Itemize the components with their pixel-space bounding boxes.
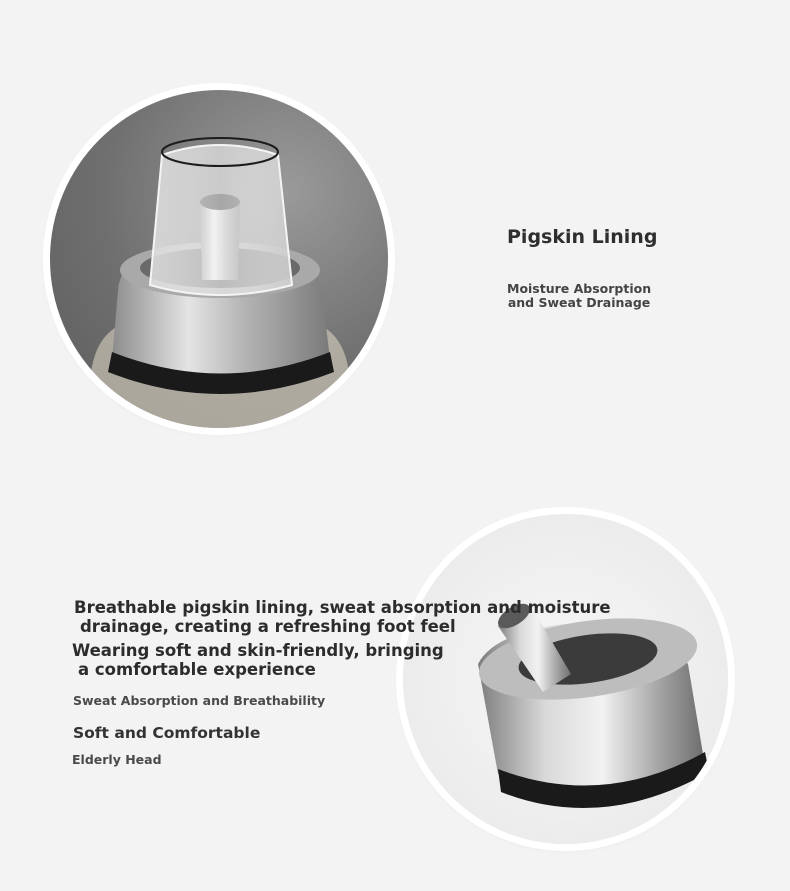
tag-soft-comfortable: Soft and Comfortable xyxy=(73,724,261,742)
feature-title: Pigskin Lining xyxy=(507,226,658,248)
bottle-spout-illustration xyxy=(403,514,728,844)
description-line1: Breathable pigskin lining, sweat absorption and moisture xyxy=(74,598,611,617)
tag-elderly-head: Elderly Head xyxy=(72,752,162,767)
feature-subtitle xyxy=(507,282,651,310)
feature-subtitle-line1: Moisture Absorption xyxy=(507,281,652,296)
description-line4: a comfortable experience xyxy=(78,660,316,679)
description-line3: Wearing soft and skin-friendly, bringing xyxy=(72,641,444,660)
product-image-spout-open xyxy=(403,514,728,844)
tag-sweat-absorption: Sweat Absorption and Breathability xyxy=(73,693,326,708)
product-image-spout-capped xyxy=(50,90,388,428)
bottle-cap-illustration xyxy=(50,90,388,428)
feature-subtitle-line2: and Sweat Drainage xyxy=(507,295,651,310)
description-line2: drainage, creating a refreshing foot feel xyxy=(80,617,456,636)
